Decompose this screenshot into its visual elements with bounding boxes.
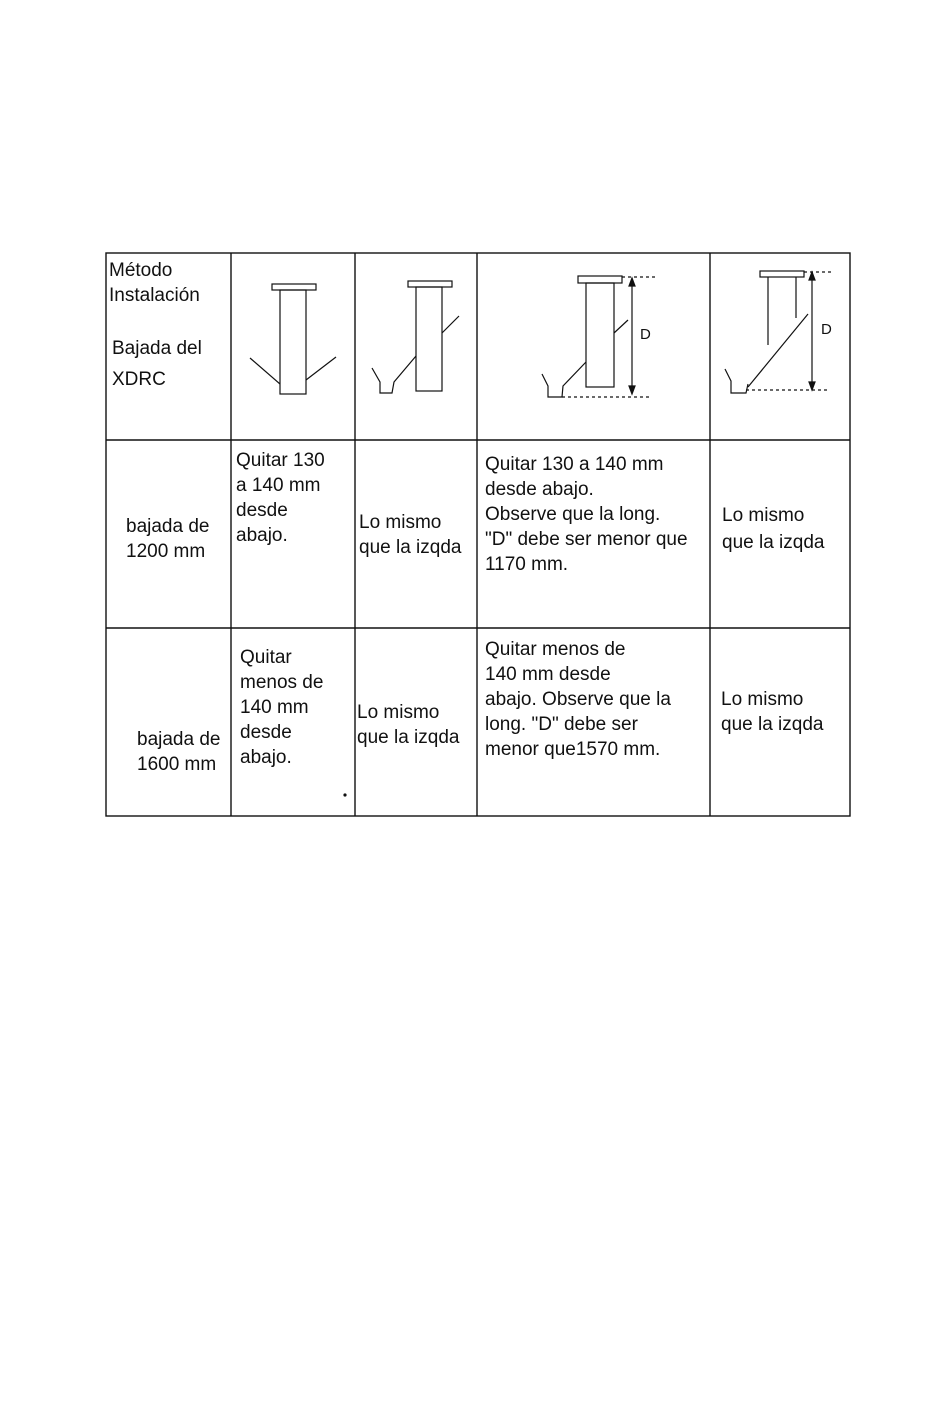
row-1600-col1-text: Quitar menos de 140 mm desde abajo. bbox=[240, 647, 324, 768]
row-1200-col3-text: Quitar 130 a 140 mm desde abajo. Observe que la long. "D" debe ser menor que 1170 mm. bbox=[485, 454, 688, 575]
row-1600-label: bajada de 1600 mm bbox=[137, 729, 221, 775]
diagram-offset-trap-icon bbox=[372, 281, 459, 393]
diagram-straight-pipe-icon bbox=[250, 284, 336, 394]
row-1600-col2-text: Lo mismo que la izqda bbox=[357, 702, 460, 748]
xdrc-drop-label: Bajada del XDRC bbox=[112, 338, 202, 390]
row-1200-col4-text: Lo mismo que la izqda bbox=[722, 505, 825, 553]
row-1200-label: bajada de 1200 mm bbox=[126, 516, 210, 562]
dimension-d-label: D bbox=[640, 326, 651, 343]
row-1600-col3-text: Quitar menos de 140 mm desde abajo. Observe que la long. "D" debe ser menor que1570 mm. bbox=[485, 639, 671, 760]
dimension-d-label: D bbox=[821, 321, 832, 338]
diagram-dimension-d-icon bbox=[542, 276, 656, 397]
row-1600-col4-text: Lo mismo que la izqda bbox=[721, 689, 824, 735]
row-1200-col2-text: Lo mismo que la izqda bbox=[359, 512, 462, 558]
diagram-angled-pipe-icon bbox=[725, 271, 832, 393]
row-1200-col1-text: Quitar 130 a 140 mm desde abajo. bbox=[236, 450, 325, 546]
row-1600-label-wrap bbox=[124, 702, 220, 802]
stray-mark bbox=[343, 793, 346, 796]
method-installation-label: Método Instalación bbox=[109, 260, 200, 306]
